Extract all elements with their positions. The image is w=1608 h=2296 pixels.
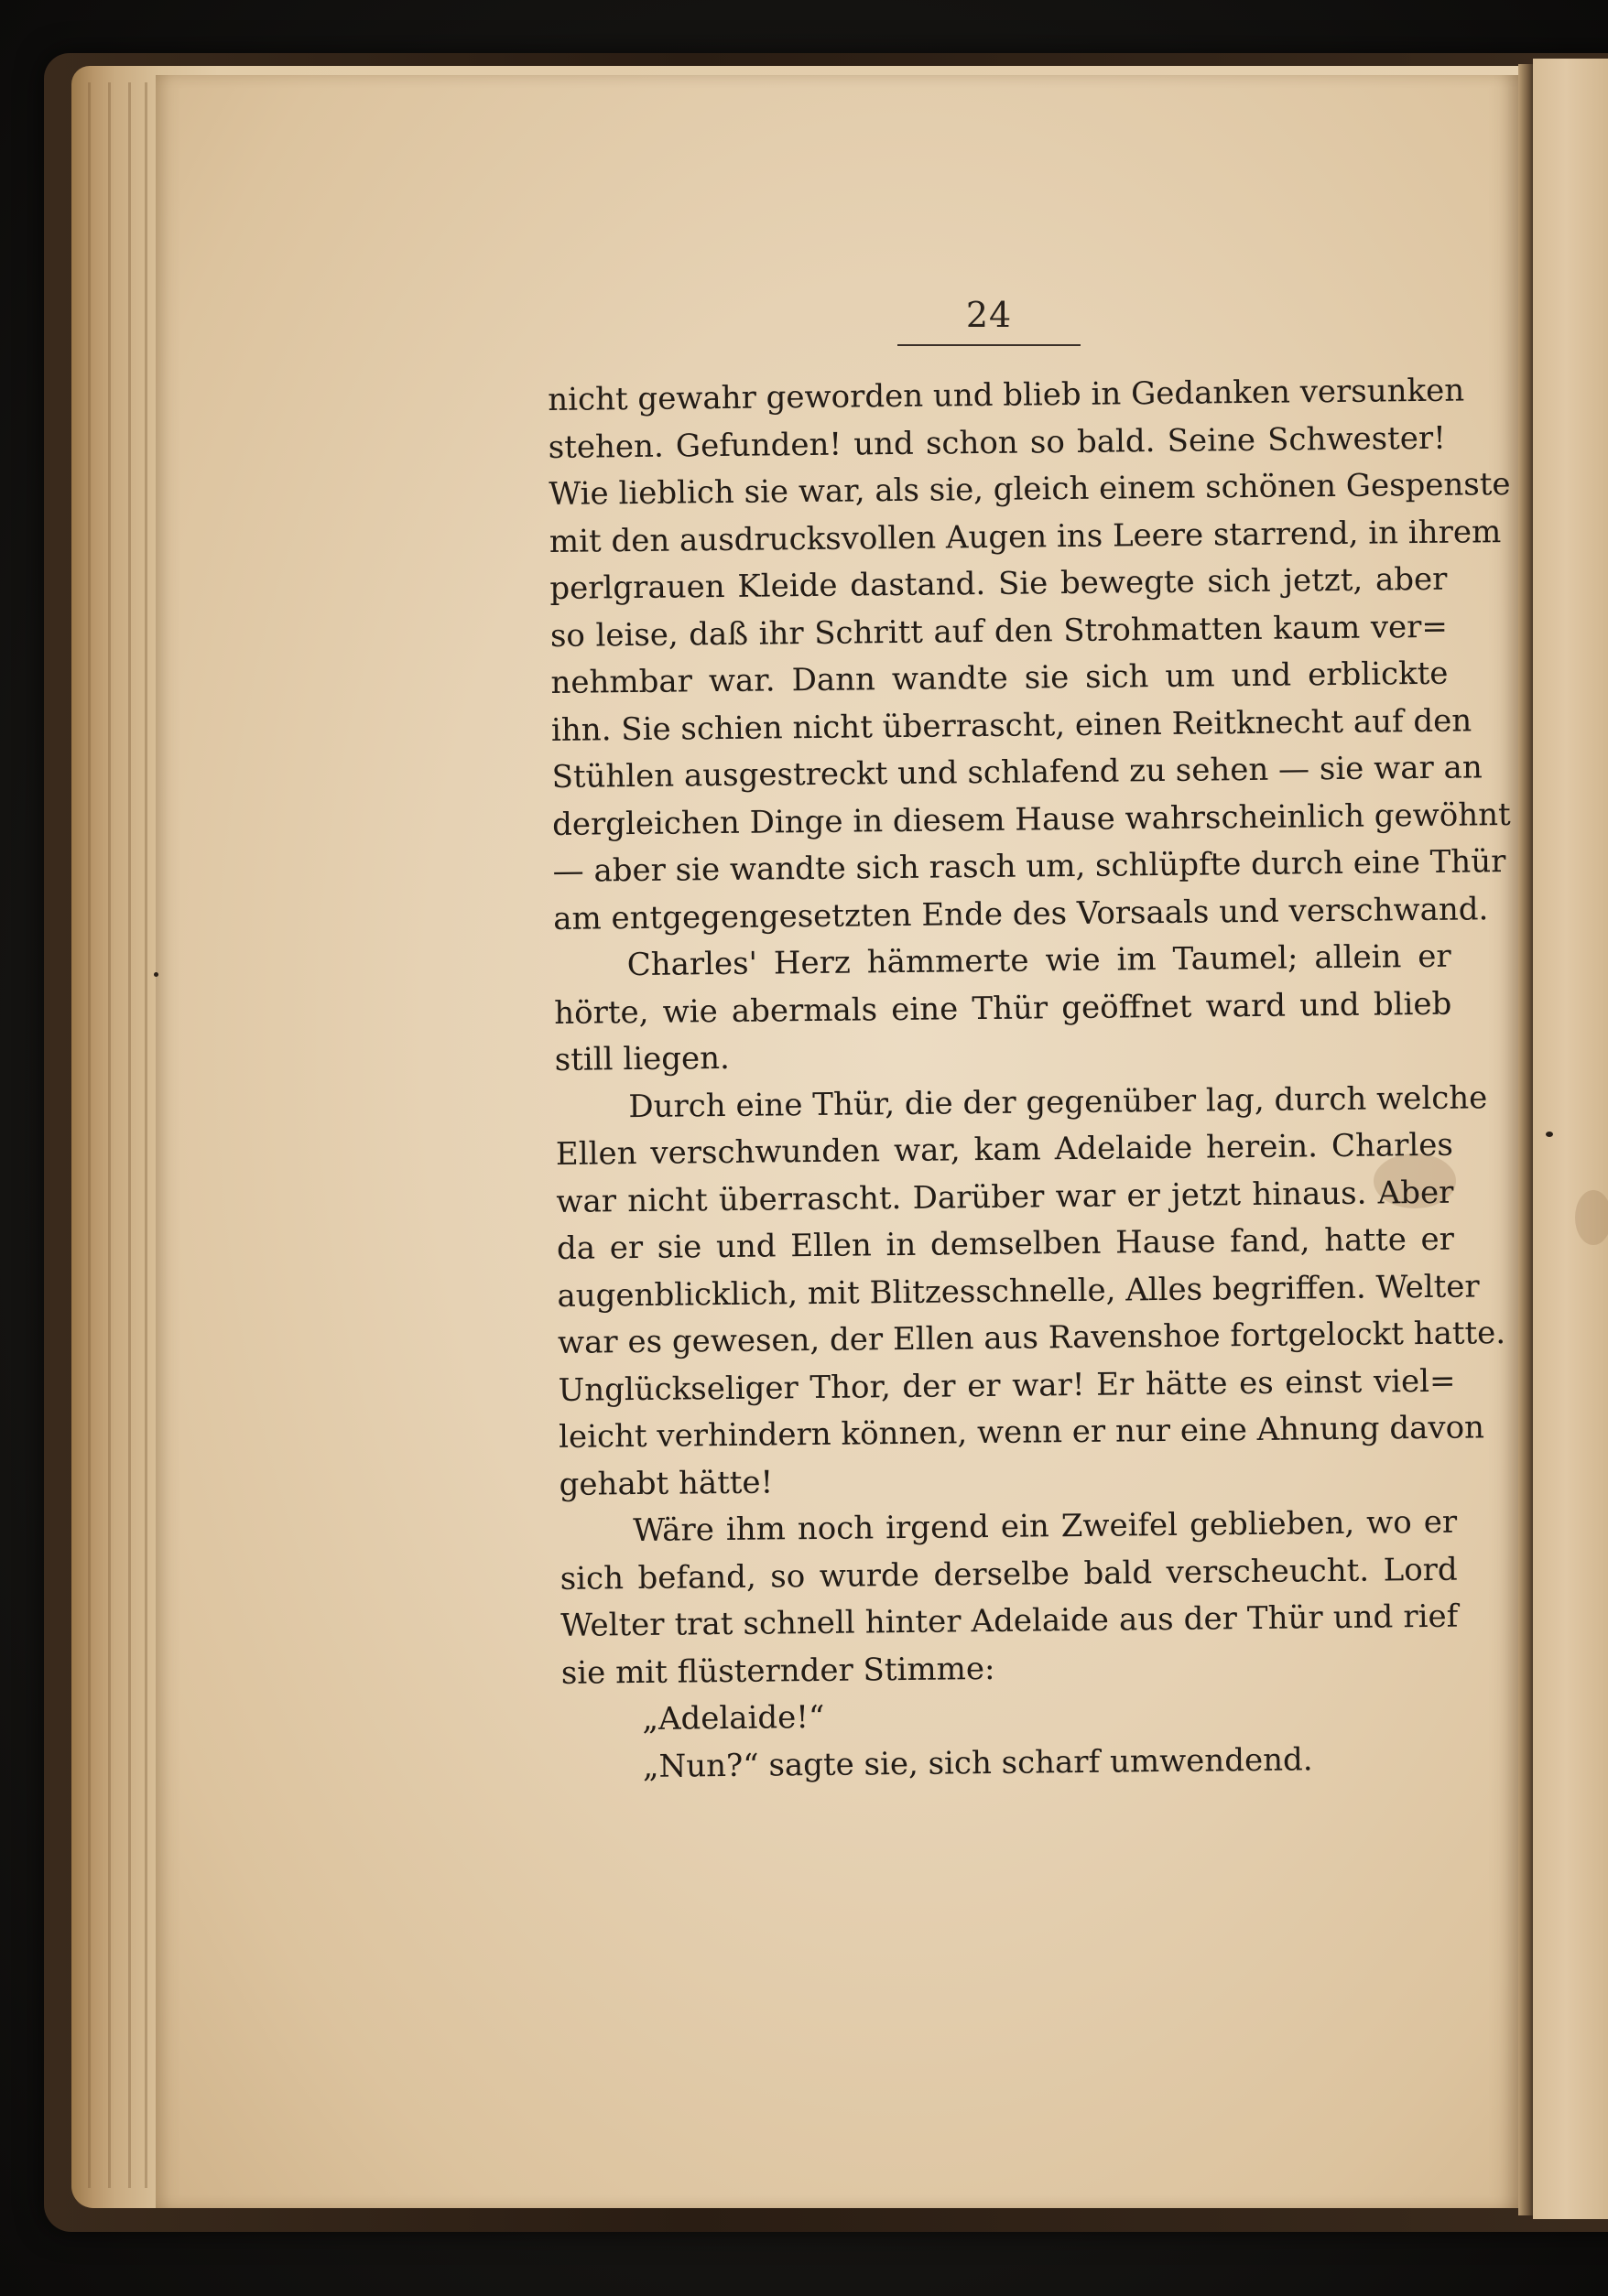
page-edge-line bbox=[108, 82, 111, 2188]
page-edge-line bbox=[128, 82, 131, 2188]
ink-speck bbox=[1546, 1132, 1553, 1137]
text-line: augenblicklich, mit Blitzesschnelle, Alles begriffen. Welter bbox=[557, 1267, 1480, 1315]
text-line: dergleichen Dinge in diesem Hause wahrscheinlich gewöhnt bbox=[551, 796, 1511, 843]
text-line: so leise, daß ihr Schritt auf den Strohmatten kaum ver= bbox=[549, 608, 1449, 655]
text-line: Wie lieblich sie war, als sie, gleich einem schönen Gespenste bbox=[549, 465, 1511, 513]
text-line: stehen. Gefunden! und schon so bald. Seine Schwester! bbox=[548, 419, 1446, 466]
text-line: Wäre ihm noch irgend ein Zweifel geblieben, wo er bbox=[632, 1503, 1458, 1550]
text-line: sich befand, so wurde derselbe bald verscheucht. Lord bbox=[560, 1551, 1458, 1597]
page-number-rule bbox=[897, 344, 1081, 346]
text-line: mit den ausdrucksvollen Augen ins Leere starrend, in ihrem bbox=[549, 513, 1502, 560]
text-line: Stühlen ausgestreckt und schlafend zu sehen — sie war an bbox=[551, 749, 1483, 796]
text-line: „Nun?“ sagte sie, sich scharf umwendend. bbox=[642, 1740, 1313, 1785]
text-line: sie mit flüsternder Stimme: bbox=[560, 1650, 995, 1692]
text-line: hörte, wie abermals eine Thür geöffnet ward und blieb bbox=[554, 985, 1452, 1032]
paper-stain bbox=[1575, 1190, 1608, 1245]
text-line: still liegen. bbox=[554, 1039, 731, 1078]
text-line: — aber sie wandte sich rasch um, schlüpfte durch eine Thür bbox=[552, 843, 1506, 890]
text-line: war es gewesen, der Ellen aus Ravenshoe fortgelockt hatte. bbox=[557, 1315, 1506, 1361]
text-line: war nicht überrascht. Darüber war er jetzt hinaus. Aber bbox=[556, 1174, 1454, 1220]
book-gutter bbox=[1518, 64, 1533, 2215]
text-line: perlgrauen Kleide dastand. Sie bewegte sich jetzt, aber bbox=[549, 560, 1448, 607]
page-edge-line bbox=[145, 82, 147, 2188]
body-text bbox=[548, 368, 1511, 1792]
page-number: 24 bbox=[965, 295, 1013, 335]
text-line: gehabt hätte! bbox=[559, 1463, 774, 1503]
text-line: da er sie und Ellen in demselben Hause fand, hatte er bbox=[556, 1220, 1455, 1267]
text-line: Unglückseliger Thor, der er war! Er hätte es einst viel= bbox=[558, 1362, 1456, 1409]
text-line: nicht gewahr geworden und blieb in Gedanken versunken bbox=[548, 372, 1465, 418]
text-line: Ellen verschwunden war, kam Adelaide herein. Charles bbox=[555, 1126, 1454, 1173]
text-line: leicht verhindern können, wenn er nur eine Ahnung davon bbox=[558, 1409, 1485, 1456]
text-line: am entgegengesetzten Ende des Vorsaals und verschwand. bbox=[552, 890, 1489, 937]
text-line: Durch eine Thür, die der gegenüber lag, durch welche bbox=[628, 1078, 1488, 1125]
page-edge-line bbox=[88, 82, 91, 2188]
facing-page-edge bbox=[1533, 59, 1608, 2219]
text-line: Welter trat schnell hinter Adelaide aus der Thür und rief bbox=[560, 1597, 1459, 1644]
text-line: nehmbar war. Dann wandte sie sich um und erblickte bbox=[550, 655, 1449, 701]
text-line: ihn. Sie schien nicht überrascht, einen Reitknecht auf den bbox=[550, 701, 1472, 749]
text-line: „Adelaide!“ bbox=[642, 1698, 825, 1738]
text-line: Charles' Herz hämmerte wie im Taumel; allein er bbox=[626, 937, 1451, 984]
ink-speck bbox=[154, 972, 158, 977]
